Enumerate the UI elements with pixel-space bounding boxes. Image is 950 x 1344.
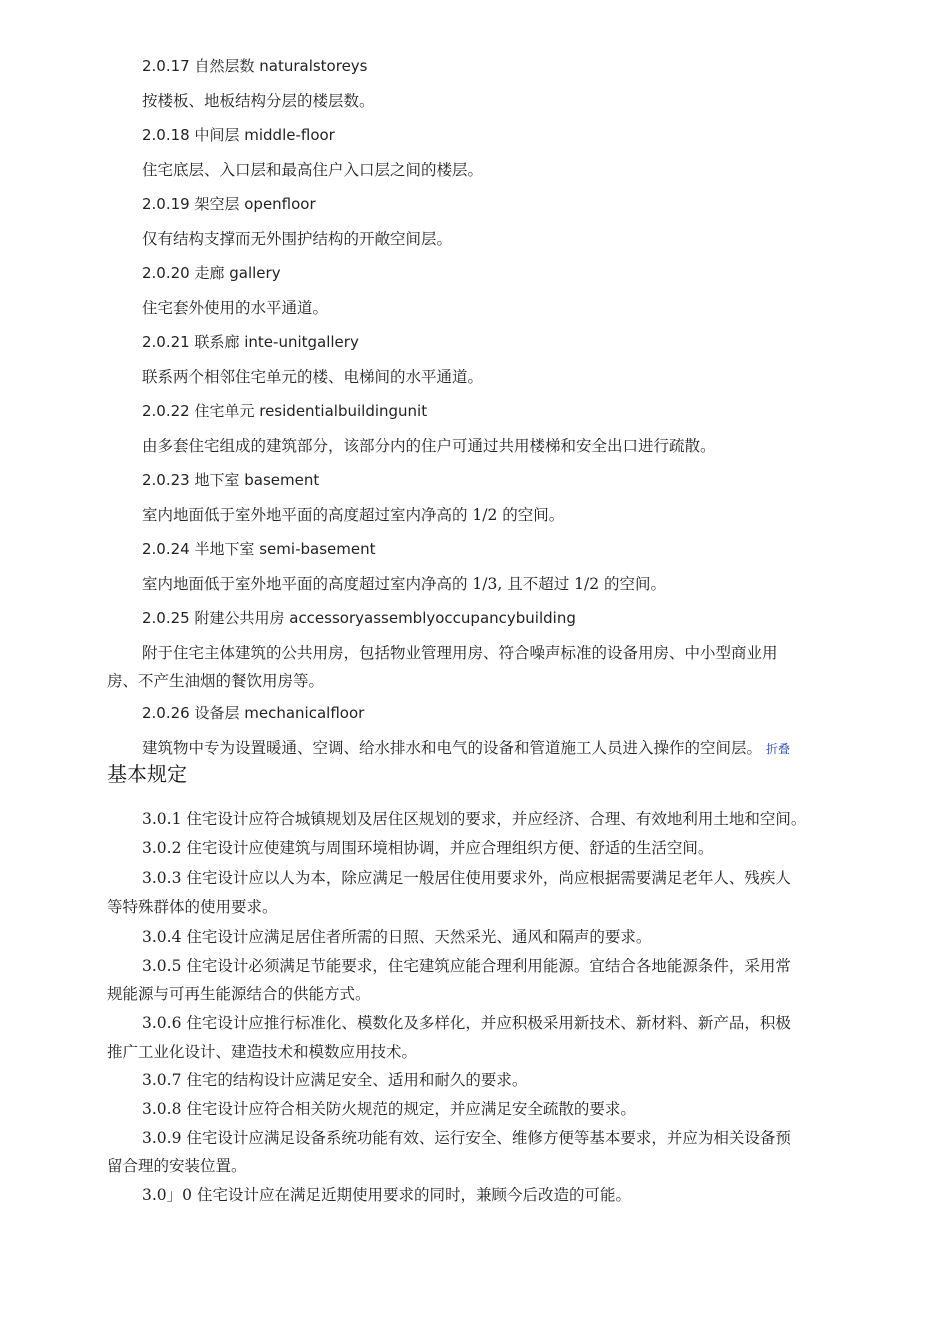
term-2-0-21: 2.0.21 联系廊 inte-unitgallery (142, 333, 359, 351)
term-2-0-20: 2.0.20 走廊 gallery (142, 264, 281, 282)
rule-3-0-9-line2: 留合理的安装位置。 (107, 1157, 247, 1175)
term-2-0-25: 2.0.25 附建公共用房 accessoryassemblyoccupancybuilding (142, 609, 576, 627)
definition-2-0-19: 仅有结构支撑而无外围护结构的开敞空间层。 (142, 230, 453, 248)
definition-2-0-18: 住宅底层、入口层和最高住户入口层之间的楼层。 (142, 161, 484, 179)
section-heading: 基本规定 (107, 762, 187, 786)
rule-3-0-3-line1: 3.0.3 住宅设计应以人为本，除应满足一般居住使用要求外，尚应根据需要满足老年人、残疾人 (142, 869, 791, 887)
definition-2-0-26: 建筑物中专为设置暖通、空调、给水排水和电气的设备和管道施工人员进入操作的空间层。 (142, 739, 763, 757)
term-2-0-24: 2.0.24 半地下室 semi-basement (142, 540, 376, 558)
term-2-0-19: 2.0.19 架空层 openfloor (142, 195, 316, 213)
term-2-0-23: 2.0.23 地下室 basement (142, 471, 320, 489)
term-2-0-17: 2.0.17 自然层数 naturalstoreys (142, 57, 368, 75)
term-2-0-26: 2.0.26 设备层 mechanicalfloor (142, 704, 365, 722)
rule-3-0-6-line2: 推广工业化设计、建造技术和模数应用技术。 (107, 1043, 418, 1061)
rule-3-0-2: 3.0.2 住宅设计应使建筑与周围环境相协调，并应合理组织方便、舒适的生活空间。 (142, 839, 714, 857)
definition-2-0-25-line2: 房、不产生油烟的餐饮用房等。 (107, 672, 325, 690)
rule-3-0-8: 3.0.8 住宅设计应符合相关防火规范的规定，并应满足安全疏散的要求。 (142, 1100, 636, 1118)
definition-2-0-24: 室内地面低于室外地平面的高度超过室内净高的 1/3, 且不超过 1/2 的空间。 (142, 575, 667, 593)
rule-3-0-10: 3.0」0 住宅设计应在满足近期使用要求的同时，兼顾今后改造的可能。 (142, 1186, 631, 1204)
rule-3-0-3-line2: 等特殊群体的使用要求。 (107, 898, 278, 916)
rule-3-0-6-line1: 3.0.6 住宅设计应推行标准化、模数化及多样化，并应积极采用新技术、新材料、新产品，积极 (142, 1014, 791, 1032)
definition-2-0-25-line1: 附于住宅主体建筑的公共用房，包括物业管理用房、符合噪声标准的设备用房、中小型商业用 (142, 644, 778, 662)
term-2-0-22: 2.0.22 住宅单元 residentialbuildingunit (142, 402, 428, 420)
term-2-0-18: 2.0.18 中间层 middle-floor (142, 126, 335, 144)
definition-2-0-26-row (142, 738, 790, 759)
rule-3-0-5-line1: 3.0.5 住宅设计必须满足节能要求，住宅建筑应能合理利用能源。宜结合各地能源条件，采用常 (142, 957, 791, 975)
fold-link[interactable]: 折叠 (766, 742, 791, 756)
rule-3-0-7: 3.0.7 住宅的结构设计应满足安全、适用和耐久的要求。 (142, 1071, 528, 1089)
definition-2-0-17: 按楼板、地板结构分层的楼层数。 (142, 92, 375, 110)
rule-3-0-1: 3.0.1 住宅设计应符合城镇规划及居住区规划的要求，并应经济、合理、有效地利用土地和空间。 (142, 810, 807, 828)
rule-3-0-9-line1: 3.0.9 住宅设计应满足设备系统功能有效、运行安全、维修方便等基本要求，并应为相关设备预 (142, 1129, 791, 1147)
rule-3-0-4: 3.0.4 住宅设计应满足居住者所需的日照、天然采光、通风和隔声的要求。 (142, 928, 652, 946)
definition-2-0-21: 联系两个相邻住宅单元的楼、电梯间的水平通道。 (142, 368, 484, 386)
rule-3-0-5-line2: 规能源与可再生能源结合的供能方式。 (107, 985, 371, 1003)
definition-2-0-22: 由多套住宅组成的建筑部分，该部分内的住户可通过共用楼梯和安全出口进行疏散。 (142, 437, 716, 455)
definition-2-0-20: 住宅套外使用的水平通道。 (142, 299, 329, 317)
definition-2-0-23: 室内地面低于室外地平面的高度超过室内净高的 1/2 的空间。 (142, 506, 565, 524)
